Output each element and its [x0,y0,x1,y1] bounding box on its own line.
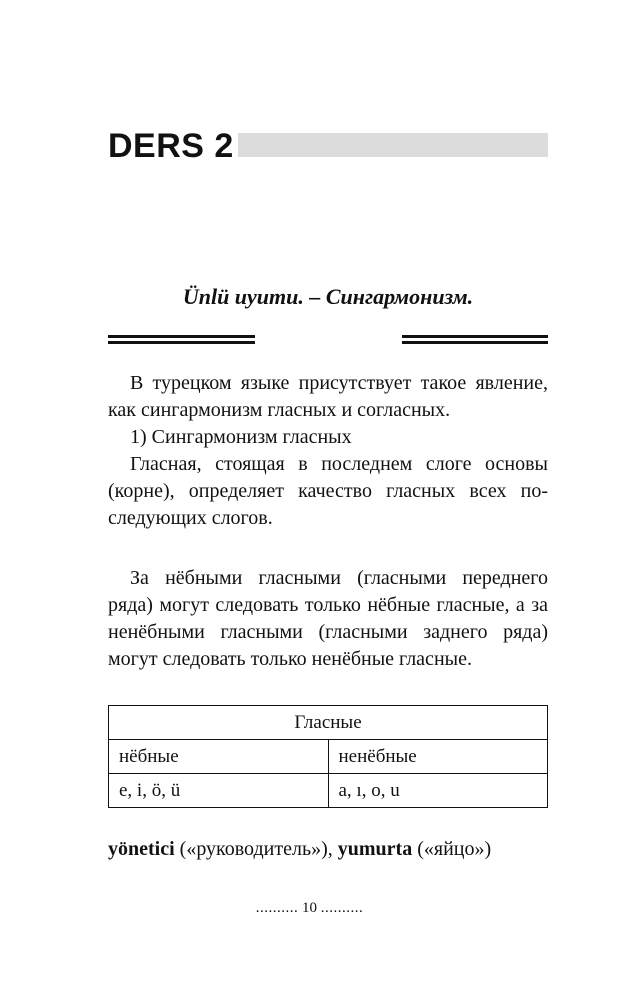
lesson-title-bar [238,133,548,157]
footer-dots-left: .......... [255,900,299,916]
table-column-front: нёбные [109,740,329,774]
intro-paragraph-1: В турецком языке присутствует такое явление, как сингармонизм гласных и согласных. [108,372,548,421]
table-row [109,706,548,740]
intro-paragraph-2: 1) Сингармонизм гласных [130,426,352,448]
footer-dots-right: .......... [320,900,364,916]
table-cell-front-vowels: e, i, ö, ü [109,774,329,808]
section-rule-left [108,335,255,344]
table-header-cell: Гласные [109,706,548,740]
rule-paragraph: За нёбными гласными (гласными переднего ряда) могут следовать только нёбные гласные, а за ненёбными гласными (гласными заднего ряда) могут следовать только ненёбные гласные. [108,567,548,670]
page-footer [0,898,619,918]
rule-block [108,565,548,673]
example-gloss-1: («руководитель»), [179,838,333,860]
table-row [109,740,548,774]
vowel-table [108,705,548,808]
section-rule-right [402,335,548,344]
table-column-back: ненёбные [328,740,548,774]
table-row [109,774,548,808]
intro-paragraph-3: Гласная, стоящая в последнем слоге основы (корне), определяет качество гласных всех последующих слогов. [108,453,548,529]
section-title: Ünlü uyumu. – Сингармонизм. [182,284,474,309]
example-word-2: yumurta [337,838,413,860]
example-line [108,836,491,863]
example-word-1: yönetici [108,838,175,860]
lesson-title: DERS 2 [108,127,234,165]
page-number: 10 [302,900,317,916]
table-cell-back-vowels: a, ı, o, u [328,774,548,808]
intro-block [108,370,548,532]
example-gloss-2: («яйцо») [417,838,492,860]
